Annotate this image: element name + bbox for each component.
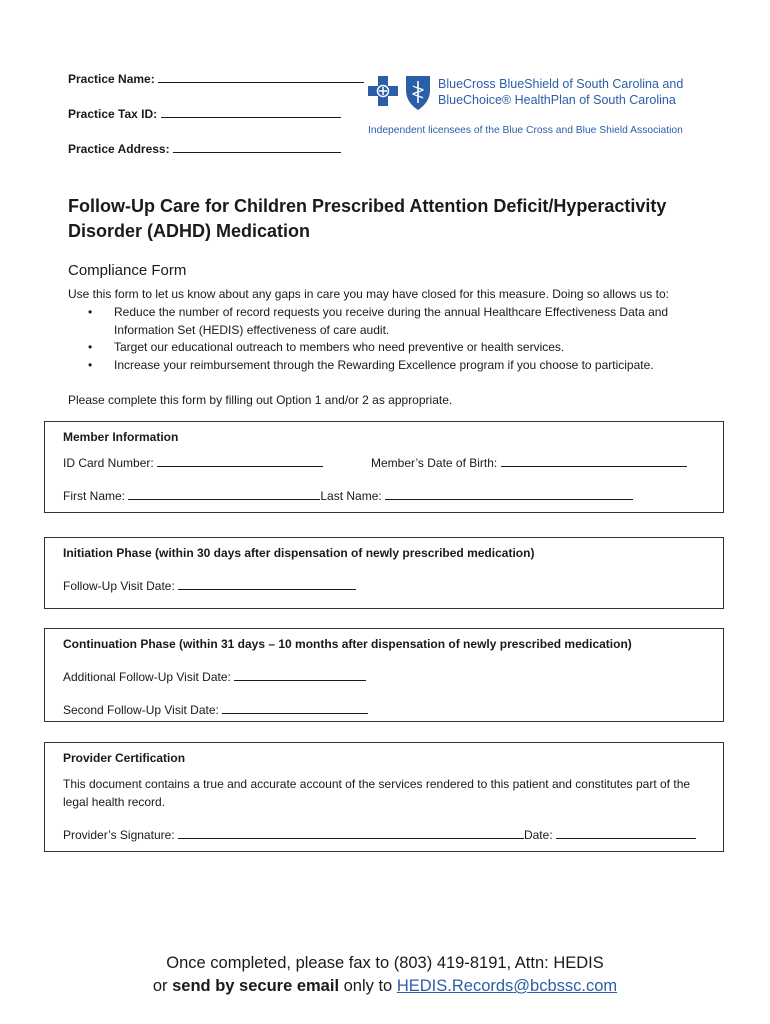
date-input[interactable] bbox=[556, 828, 696, 839]
provider-signature-field bbox=[63, 828, 696, 842]
provider-signature-input[interactable] bbox=[178, 828, 524, 839]
practice-tax-id-field bbox=[68, 106, 341, 121]
member-dob-input[interactable] bbox=[501, 456, 687, 467]
practice-address-label: Practice Address: bbox=[68, 142, 170, 156]
logo-text bbox=[438, 76, 683, 108]
practice-address-input[interactable] bbox=[173, 141, 341, 153]
submission-instructions bbox=[0, 952, 770, 998]
second-visit-date-field bbox=[63, 703, 368, 717]
benefits-list bbox=[86, 304, 706, 374]
first-name-input[interactable] bbox=[128, 489, 320, 500]
practice-tax-id-input[interactable] bbox=[161, 106, 341, 118]
blue-cross-blue-shield-icon bbox=[366, 72, 436, 114]
list-item: • Increase your reimbursement through the Rewarding Excellence program if you choose to participate. bbox=[86, 357, 706, 375]
last-name-input[interactable] bbox=[385, 489, 633, 500]
additional-visit-date-label: Additional Follow-Up Visit Date: bbox=[63, 670, 231, 684]
follow-up-visit-date-label: Follow-Up Visit Date: bbox=[63, 579, 175, 593]
practice-name-label: Practice Name: bbox=[68, 72, 155, 86]
provider-certification-heading: Provider Certification bbox=[63, 751, 186, 765]
member-dob-label: Member’s Date of Birth: bbox=[371, 456, 498, 470]
initiation-phase-section bbox=[44, 537, 724, 609]
additional-visit-date-field bbox=[63, 670, 366, 684]
email-instruction bbox=[0, 975, 770, 998]
first-name-label: First Name: bbox=[63, 489, 126, 503]
initiation-phase-heading: Initiation Phase (within 30 days after dispensation of newly prescribed medication) bbox=[63, 546, 535, 560]
practice-address-field bbox=[68, 141, 341, 156]
continuation-phase-heading: Continuation Phase (within 31 days – 10 months after dispensation of newly prescribed medication) bbox=[63, 637, 632, 651]
email-link[interactable]: HEDIS.Records@bcbssc.com bbox=[396, 977, 618, 995]
bcbs-logo bbox=[366, 70, 706, 140]
first-name-field bbox=[63, 489, 633, 503]
logo-tagline: Independent licensees of the Blue Cross and Blue Shield Association bbox=[368, 125, 683, 136]
practice-tax-id-label: Practice Tax ID: bbox=[68, 107, 158, 121]
email-prefix: or bbox=[152, 977, 168, 995]
follow-up-visit-date-field bbox=[63, 579, 356, 593]
email-bold-text: send by secure email bbox=[172, 977, 340, 995]
additional-visit-date-input[interactable] bbox=[234, 670, 366, 681]
id-card-number-label: ID Card Number: bbox=[63, 456, 154, 470]
email-mid-text: only to bbox=[343, 977, 393, 995]
follow-up-visit-date-input[interactable] bbox=[178, 579, 356, 590]
page-subtitle: Compliance Form bbox=[68, 262, 187, 279]
intro-text: Use this form to let us know about any gaps in care you may have closed for this measure. Doing so allows us to: bbox=[68, 287, 669, 301]
certification-statement: This document contains a true and accurate account of the services rendered to this patient and constitutes part of the legal health record. bbox=[63, 777, 691, 809]
list-item: • Target our educational outreach to members who need preventive or health services. bbox=[86, 339, 706, 357]
second-visit-date-input[interactable] bbox=[222, 703, 368, 714]
last-name-label: Last Name: bbox=[320, 489, 382, 503]
id-card-number-field bbox=[63, 456, 323, 470]
practice-name-input[interactable] bbox=[158, 71, 364, 83]
member-dob-field bbox=[371, 456, 687, 470]
logo-line-1: BlueCross BlueShield of South Carolina and bbox=[438, 77, 684, 91]
provider-certification-section bbox=[44, 742, 724, 852]
fax-instruction: Once completed, please fax to (803) 419-8191, Attn: HEDIS bbox=[166, 954, 604, 972]
instruction-text: Please complete this form by filling out Option 1 and/or 2 as appropriate. bbox=[68, 393, 453, 407]
date-label: Date: bbox=[523, 828, 553, 842]
member-information-heading: Member Information bbox=[63, 430, 179, 444]
list-item: • Reduce the number of record requests you receive during the annual Healthcare Effectiveness Data and Information Set (HEDIS) effectiveness of care audit. bbox=[86, 304, 706, 339]
logo-line-2: BlueChoice® HealthPlan of South Carolina bbox=[438, 93, 676, 107]
id-card-number-input[interactable] bbox=[157, 456, 323, 467]
page-title: Follow-Up Care for Children Prescribed Attention Deficit/Hyperactivity Disorder (ADHD) Medication bbox=[68, 196, 667, 241]
provider-signature-label: Provider’s Signature: bbox=[63, 828, 175, 842]
continuation-phase-section bbox=[44, 628, 724, 722]
practice-name-field bbox=[68, 71, 364, 86]
member-information-section bbox=[44, 421, 724, 513]
second-visit-date-label: Second Follow-Up Visit Date: bbox=[63, 703, 219, 717]
